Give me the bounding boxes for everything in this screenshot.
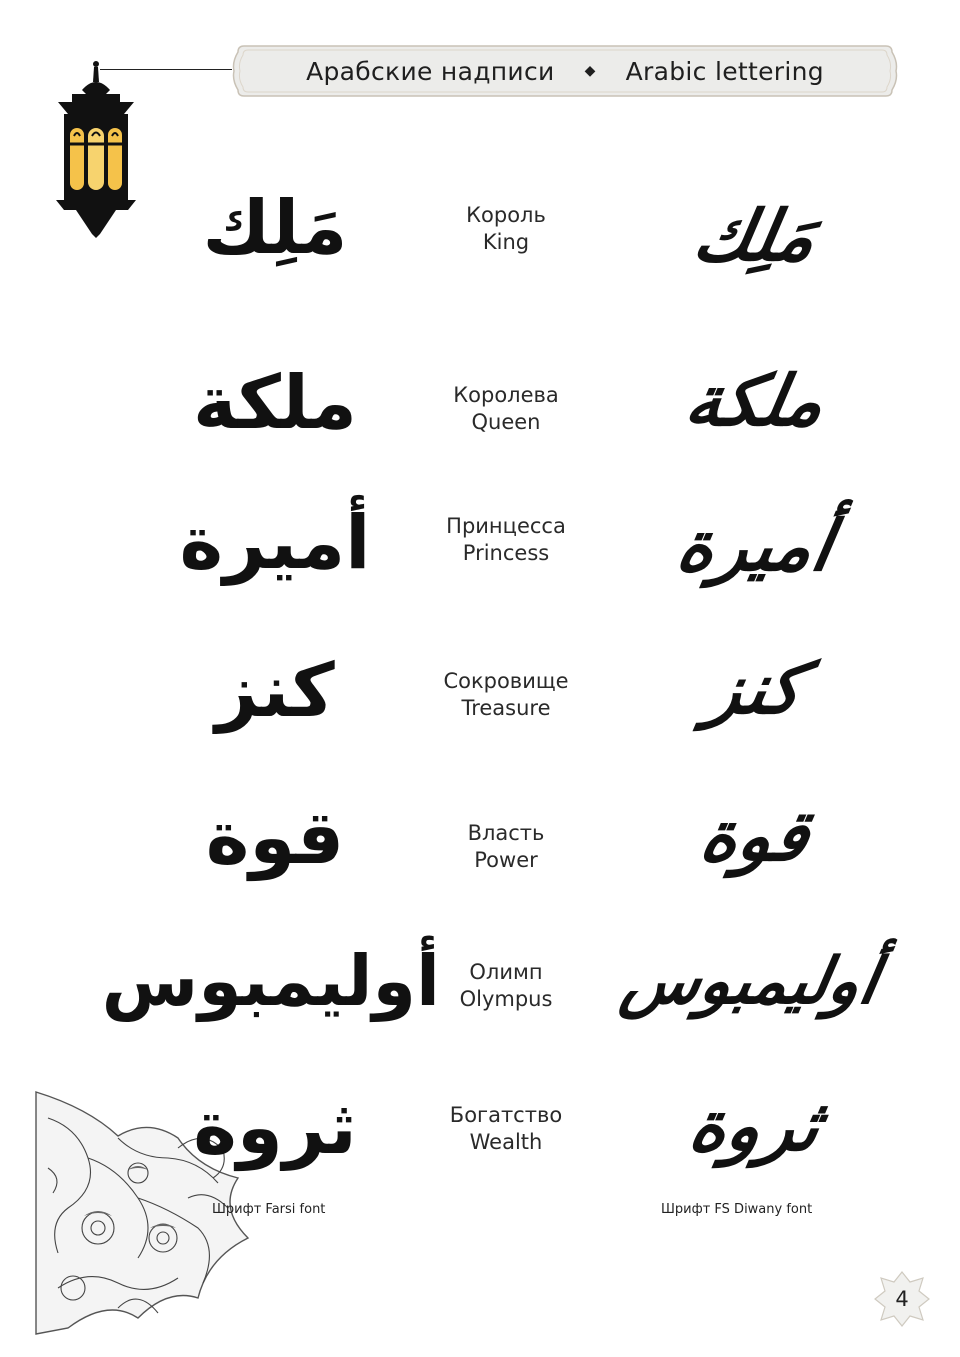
farsi-word-3: أميرة bbox=[179, 500, 371, 586]
label-en: Power bbox=[474, 848, 538, 872]
word-label-7 bbox=[380, 1102, 632, 1156]
label-ru: Сокровище bbox=[443, 669, 569, 693]
label-ru: Власть bbox=[467, 821, 545, 845]
label-ru: Королева bbox=[453, 383, 559, 407]
farsi-word-6: أوليمبوس bbox=[101, 940, 440, 1022]
farsi-word-5: قوة bbox=[205, 795, 345, 881]
header-title-ru: Арабские надписи bbox=[306, 56, 555, 86]
label-ru: Король bbox=[466, 203, 546, 227]
label-en: King bbox=[482, 230, 530, 254]
label-en: Treasure bbox=[461, 696, 551, 720]
header-separator: ◆ bbox=[584, 63, 596, 79]
diwany-word-1: مَلِك bbox=[687, 195, 823, 277]
word-label-6 bbox=[380, 959, 632, 1013]
diwany-word-5: قوة bbox=[694, 795, 816, 877]
label-en: Wealth bbox=[469, 1130, 543, 1154]
farsi-word-7: ثروة bbox=[193, 1085, 357, 1171]
label-en: Queen bbox=[471, 410, 541, 434]
label-en: Olympus bbox=[459, 987, 553, 1011]
diwany-word-3: أميرة bbox=[671, 505, 839, 587]
page-number-badge bbox=[873, 1270, 931, 1328]
header-banner bbox=[230, 42, 900, 100]
farsi-word-2: ملكة bbox=[193, 360, 357, 446]
label-ru: Принцесса bbox=[446, 514, 566, 538]
word-label-1 bbox=[380, 202, 632, 256]
label-ru: Олимп bbox=[469, 960, 543, 984]
diwany-word-2: ملكة bbox=[679, 360, 831, 442]
diwany-word-6: أوليمبوس bbox=[615, 945, 885, 1019]
word-label-4 bbox=[380, 668, 632, 722]
label-en: Princess bbox=[462, 541, 550, 565]
diwany-word-4: كنز bbox=[701, 648, 809, 730]
farsi-word-4: كنز bbox=[215, 648, 335, 734]
page-number: 4 bbox=[895, 1287, 909, 1311]
word-label-2 bbox=[380, 382, 632, 436]
font-caption-left: Шрифт Farsi font bbox=[212, 1202, 326, 1217]
word-label-3 bbox=[380, 513, 632, 567]
farsi-word-1: مَلِك bbox=[202, 185, 348, 271]
font-caption-right: Шрифт FS Diwany font bbox=[661, 1202, 813, 1217]
diwany-word-7: ثروة bbox=[683, 1085, 827, 1167]
word-label-5 bbox=[380, 820, 632, 874]
label-ru: Богатство bbox=[449, 1103, 563, 1127]
header-title-en: Arabic lettering bbox=[625, 56, 824, 86]
